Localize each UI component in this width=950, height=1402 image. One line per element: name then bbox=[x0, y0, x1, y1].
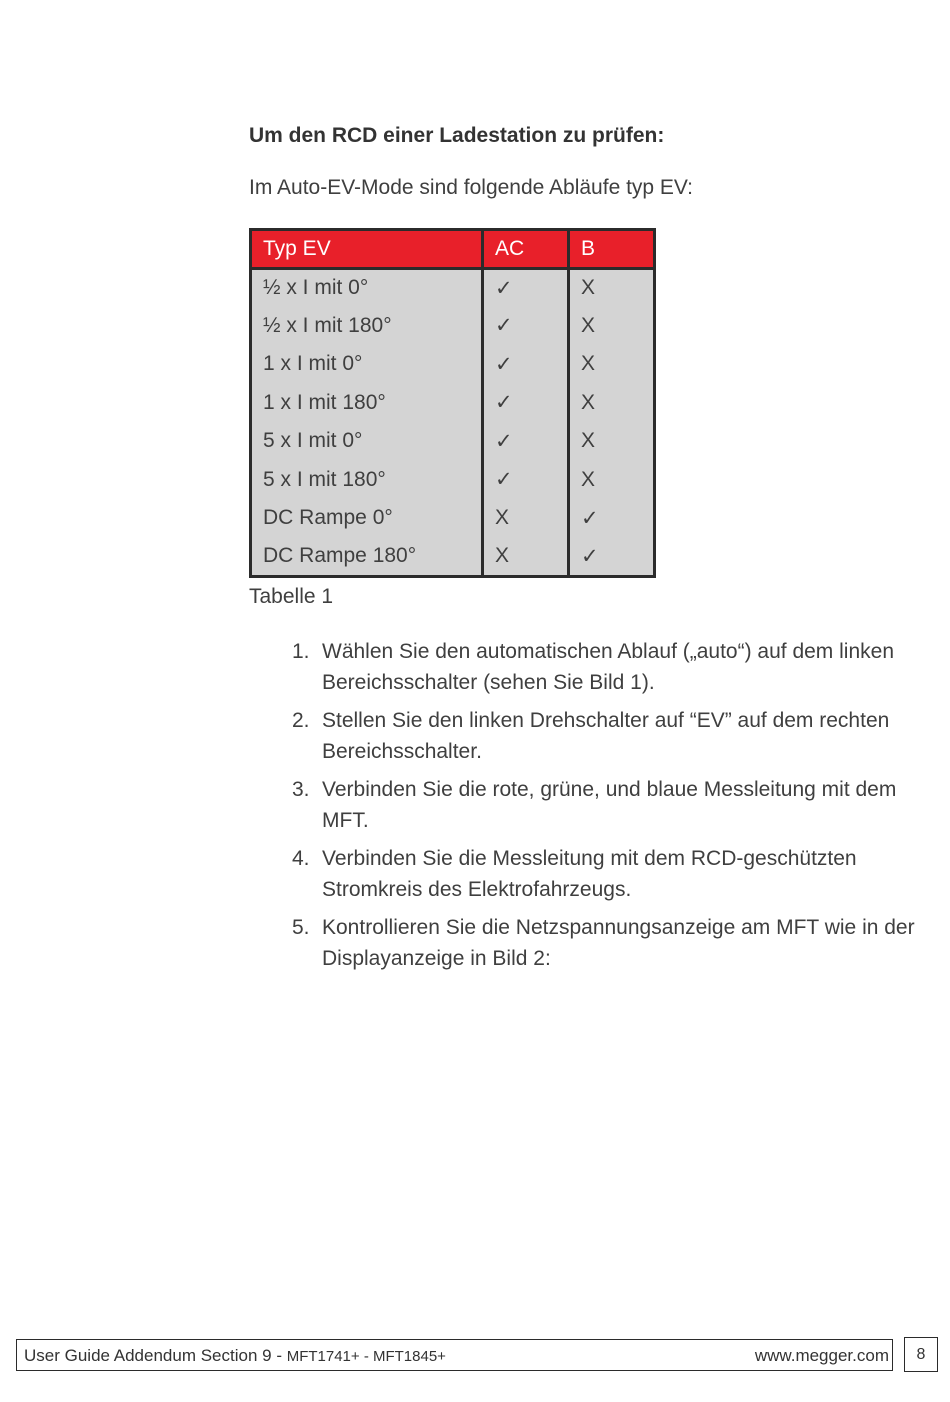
header-ac: AC bbox=[483, 230, 569, 269]
cell-b: X bbox=[569, 268, 655, 307]
table-row bbox=[251, 461, 655, 500]
cell-b: X bbox=[569, 345, 655, 384]
footer-website: www.megger.com bbox=[754, 1346, 889, 1365]
step-text: Verbinden Sie die rote, grüne, und blaue Messleitung mit dem MFT. bbox=[322, 778, 897, 832]
cell-ac: ✓ bbox=[483, 268, 569, 307]
cell-typ: ½ x I mit 180° bbox=[251, 307, 483, 346]
cell-ac: ✓ bbox=[483, 422, 569, 461]
table-row bbox=[251, 268, 655, 307]
cell-b: ✓ bbox=[569, 538, 655, 577]
step-number: 1. bbox=[292, 640, 310, 663]
cell-b: X bbox=[569, 384, 655, 423]
list-item bbox=[292, 912, 932, 974]
cell-typ: DC Rampe 0° bbox=[251, 499, 483, 538]
cell-ac: X bbox=[483, 538, 569, 577]
list-item bbox=[292, 843, 932, 905]
list-item bbox=[292, 774, 932, 836]
footer-guide-title: User Guide Addendum Section 9 - bbox=[24, 1346, 287, 1365]
cell-typ: DC Rampe 180° bbox=[251, 538, 483, 577]
cell-ac: ✓ bbox=[483, 307, 569, 346]
list-item bbox=[292, 636, 932, 698]
step-text: Stellen Sie den linken Drehschalter auf “EV” auf dem rechten Bereichsschalter. bbox=[322, 709, 890, 763]
footer-models: MFT1741+ - MFT1845+ bbox=[286, 1348, 446, 1365]
cell-ac: ✓ bbox=[483, 461, 569, 500]
table-row bbox=[251, 345, 655, 384]
step-number: 3. bbox=[292, 778, 310, 801]
cell-typ: 1 x I mit 0° bbox=[251, 345, 483, 384]
instruction-steps bbox=[292, 636, 932, 981]
ev-sequence-table bbox=[249, 228, 656, 578]
cell-b: X bbox=[569, 461, 655, 500]
footer-title bbox=[24, 1346, 446, 1366]
header-b: B bbox=[569, 230, 655, 269]
step-number: 2. bbox=[292, 709, 310, 732]
table-header-row bbox=[251, 230, 655, 269]
table-row bbox=[251, 307, 655, 346]
page-number: 8 bbox=[904, 1337, 938, 1372]
table-row bbox=[251, 422, 655, 461]
cell-ac: X bbox=[483, 499, 569, 538]
table-row bbox=[251, 384, 655, 423]
cell-ac: ✓ bbox=[483, 345, 569, 384]
step-text: Wählen Sie den automatischen Ablauf („auto“) auf dem linken Bereichsschalter (sehen Sie Bild 1). bbox=[322, 640, 894, 694]
cell-typ: 5 x I mit 0° bbox=[251, 422, 483, 461]
intro-text: Im Auto-EV-Mode sind folgende Abläufe typ EV: bbox=[249, 176, 693, 199]
table-row bbox=[251, 538, 655, 577]
cell-typ: 5 x I mit 180° bbox=[251, 461, 483, 500]
step-number: 5. bbox=[292, 916, 310, 939]
cell-typ: ½ x I mit 0° bbox=[251, 268, 483, 307]
cell-b: ✓ bbox=[569, 499, 655, 538]
table-caption: Tabelle 1 bbox=[249, 585, 334, 608]
header-typ-ev: Typ EV bbox=[251, 230, 483, 269]
table-row bbox=[251, 499, 655, 538]
step-text: Kontrollieren Sie die Netzspannungsanzeige am MFT wie in der Displayanzeige in Bild 2: bbox=[322, 916, 915, 970]
step-number: 4. bbox=[292, 847, 310, 870]
cell-b: X bbox=[569, 422, 655, 461]
cell-typ: 1 x I mit 180° bbox=[251, 384, 483, 423]
footer-bar bbox=[16, 1339, 893, 1371]
step-text: Verbinden Sie die Messleitung mit dem RCD-geschützten Stromkreis des Elektrofahrzeugs. bbox=[322, 847, 857, 901]
cell-ac: ✓ bbox=[483, 384, 569, 423]
list-item bbox=[292, 705, 932, 767]
section-heading: Um den RCD einer Ladestation zu prüfen: bbox=[249, 124, 665, 147]
cell-b: X bbox=[569, 307, 655, 346]
